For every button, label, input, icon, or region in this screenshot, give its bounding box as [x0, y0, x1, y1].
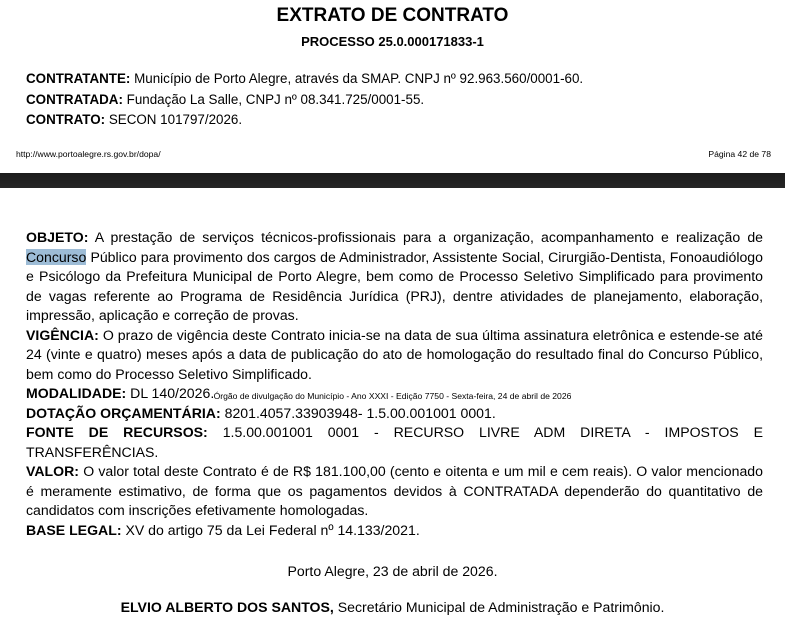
section-dotacao — [26, 404, 763, 424]
base-legal-text: XV do artigo 75 da Lei Federal nº 14.133/2021. — [121, 521, 420, 538]
modalidade-text: DL 140/2026. — [126, 385, 215, 401]
dotacao-text: 8201.4057.33903948- 1.5.00.001001 0001. — [220, 404, 496, 421]
section-vigencia — [26, 326, 763, 385]
pdf-page-42-bottom — [0, 0, 785, 173]
process-number: PROCESSO 25.0.000171833-1 — [301, 34, 484, 49]
dotacao-label: DOTAÇÃO ORÇAMENTÁRIA: — [26, 404, 221, 421]
page-separator — [0, 173, 785, 188]
contract-body — [26, 228, 763, 540]
closing-place-date: Porto Alegre, 23 de abril de 2026. — [287, 563, 498, 579]
section-modalidade — [26, 384, 763, 404]
objeto-text-before: A prestação de serviços técnicos-profissionais para a organização, acompanhamento e realização de — [88, 229, 763, 245]
contratante-value: Município de Porto Alegre, através da SMAP. CNPJ nº 92.963.560/0001-60. — [130, 71, 584, 86]
footer-url[interactable]: http://www.portoalegre.rs.gov.br/dopa/ — [16, 149, 161, 159]
vigencia-label: VIGÊNCIA: — [26, 326, 99, 343]
signatory-name: ELVIO ALBERTO DOS SANTOS, — [120, 599, 334, 615]
valor-label: VALOR: — [26, 463, 79, 479]
contratante-line — [26, 71, 583, 86]
contrato-label: CONTRATO: — [26, 112, 106, 127]
section-fonte — [26, 423, 763, 462]
contratada-line — [26, 92, 424, 107]
section-base-legal — [26, 521, 763, 541]
modalidade-label: MODALIDADE: — [26, 385, 127, 401]
valor-text: O valor total deste Contrato é de R$ 181.100,00 (cento e oitenta e um mil e cem reais). O valor mencionado é meramente estimativo, de forma que os pagamentos devidos à CONTRATADA dependerão do quantitativo de candidatos com inscrições efetivamente homologadas. — [26, 463, 763, 518]
contrato-value: SECON 101797/2026. — [105, 112, 243, 127]
objeto-text-after: Público para provimento dos cargos de Administrador, Assistente Social, Cirurgião-Dentista, Fonoaudiólogo e Psicólogo da Prefeitura Municipal de Porto Alegre, bem como de Processo Seletivo Simplificado para provimento de vagas referente ao Programa de Residência Jurídica (PRJ), dentre atividades de planejamento, elaboração, impressão, aplicação e correção de provas. — [26, 248, 763, 323]
contratada-label: CONTRATADA: — [26, 92, 123, 107]
vigencia-text: O prazo de vigência deste Contrato inicia-se na data de sua última assinatura eletrônica e estende-se até 24 (vinte e quatro) meses após a data de publicação do ato de homologação do resultado final do Concurso Público, bem como do Processo Seletivo Simplificado. — [26, 326, 763, 382]
contratante-label: CONTRATANTE: — [26, 71, 131, 86]
selected-text-concurso[interactable]: Concurso — [26, 248, 87, 265]
gazette-header: Órgão de divulgação do Município - Ano XXXI - Edição 7750 - Sexta-feira, 24 de abril de 2026 — [213, 391, 572, 401]
base-legal-label: BASE LEGAL: — [26, 521, 122, 538]
document-title: EXTRATO DE CONTRATO — [276, 5, 509, 26]
signatory-role: Secretário Municipal de Administração e Patrimônio. — [333, 599, 665, 615]
fonte-label: FONTE DE RECURSOS: — [26, 424, 208, 440]
footer-page-number: Página 42 de 78 — [708, 149, 771, 159]
section-objeto — [26, 228, 763, 326]
signature-line — [0, 599, 785, 615]
objeto-label: OBJETO: — [26, 229, 89, 245]
section-valor — [26, 462, 763, 521]
contratada-value: Fundação La Salle, CNPJ nº 08.341.725/0001-55. — [122, 92, 425, 107]
contrato-line — [26, 112, 242, 127]
fonte-text: 1.5.00.001001 0001 - RECURSO LIVRE ADM DIRETA - IMPOSTOS E TRANSFERÊNCIAS. — [26, 424, 764, 460]
